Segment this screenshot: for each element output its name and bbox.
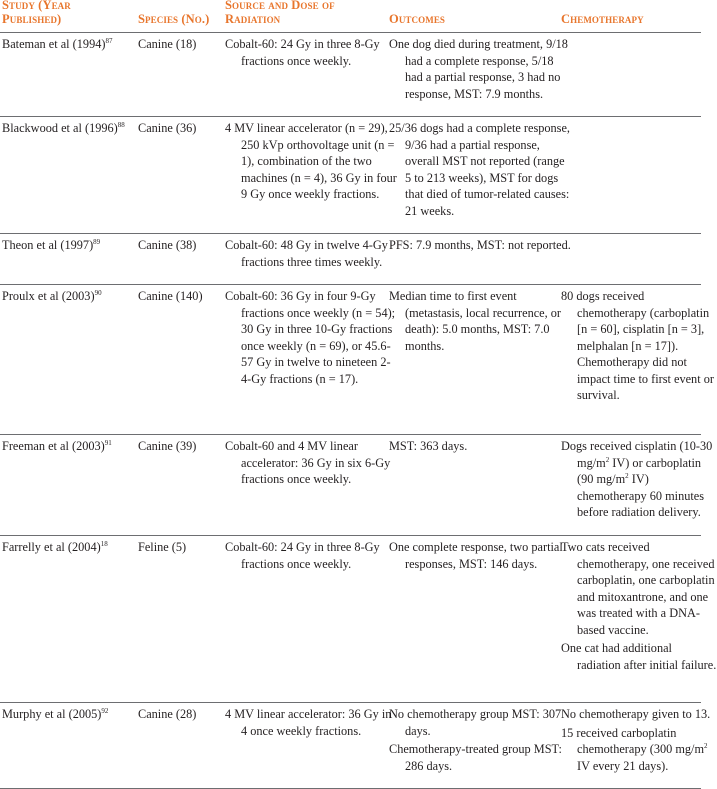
table-header-row [0,0,701,33]
chemotherapy-text [561,725,717,775]
study-name: Freeman et al (2003) [2,439,105,453]
chemotherapy-cell [561,438,717,521]
table-row [0,285,714,435]
species-cell: Canine (39) [138,439,197,453]
chemotherapy-text: 80 dogs received chemotherapy (carboplatin [n = 60], cisplatin [n = 3], melphalan [n = 17]). Chemotherapy did not impact time to first event or survival. [561,289,714,402]
outcomes-cell [389,237,573,254]
chemo-text-part: IV) chemotherapy 60 minutes before radiation delivery. [577,472,705,519]
source-cell: 4 MV linear accelerator: 36 Gy in 4 once weekly fractions. [225,707,392,738]
superscript: 2 [625,472,629,480]
species-cell: Feline (5) [138,540,187,554]
species-cell: Canine (36) [138,121,197,135]
superscript: 2 [704,742,708,750]
species-cell: Canine (28) [138,707,197,721]
study-name: Theon et al (1997) [2,238,94,252]
chemotherapy-text: No chemotherapy given to 13. [561,707,711,721]
chemotherapy-cell [561,288,717,404]
species-cell: Canine (18) [138,37,197,51]
source-cell: Cobalt-60: 36 Gy in four 9-Gy fractions once weekly (n = 54); 30 Gy in three 10-Gy fractions once weekly (n = 69), or 45.6-57 Gy in twelve to nineteen 2-4-Gy fractions (n = 17). [225,289,396,386]
table-row [0,33,701,117]
study-cell [2,36,132,53]
study-cell [2,288,132,305]
study-name: Farrelly et al (2004) [2,540,101,554]
chemo-text-part: IV every 21 days). [577,758,669,773]
outcome-text: PFS: 7.9 months, MST: not reported. [389,238,571,252]
outcome-text: MST: 363 days. [389,439,468,453]
study-cell [2,237,132,254]
table-row [0,703,711,789]
reference-number: 88 [117,121,125,129]
outcome-text: Chemotherapy-treated group MST: 286 days. [389,742,562,773]
source-cell: Cobalt-60: 24 Gy in three 8-Gy fractions once weekly. [225,540,380,571]
species-cell: Canine (140) [138,289,203,303]
species-cell: Canine (38) [138,238,197,252]
outcome-text: 25/36 dogs had a complete response, 9/36 had a partial response, overall MST not reported (range 5 to 213 weeks), MST for dogs that died of tumor-related causes: 21 weeks. [389,121,570,218]
source-cell: 4 MV linear accelerator (n = 29), 250 kVp orthovoltage unit (n = 1), combination of the two machines (n = 4), 36 Gy in four 9 Gy once weekly fractions. [225,121,397,201]
header-chemotherapy: Chemotherapy [561,12,644,26]
source-cell: Cobalt-60 and 4 MV linear accelerator: 36 Gy in six 6-Gy fractions once weekly. [225,439,391,486]
table-row [0,536,717,703]
study-cell [2,706,132,723]
source-cell: Cobalt-60: 48 Gy in twelve 4-Gy fractions three times weekly. [225,238,388,269]
reference-number: 18 [100,540,108,548]
outcome-text: Median time to first event (metastasis, local recurrence, or death): 5.0 months, MST: 7.0 months. [389,289,562,353]
chemotherapy-cell [561,539,717,673]
outcomes-cell [389,706,573,774]
header-source: Source and Dose of Radiation [225,0,335,26]
outcome-text: No chemotherapy group MST: 307 days. [389,707,562,738]
reference-number: 89 [93,238,101,246]
source-cell: Cobalt-60: 24 Gy in three 8-Gy fractions once weekly. [225,37,380,68]
reference-number: 87 [105,37,113,45]
header-study: Study (Year Published) [2,0,71,26]
outcomes-cell [389,539,573,572]
outcomes-cell [389,36,573,102]
outcomes-cell [389,438,573,455]
chemo-text-part: IV) or carboplatin (90 mg/m [577,455,702,486]
chemotherapy-text [561,438,717,521]
outcome-text: One dog died during treatment, 9/18 had a complete response, 5/18 had a partial response, 3 had no response, MST: 7.9 months. [389,37,568,101]
outcomes-cell [389,288,573,354]
chemotherapy-cell [561,706,717,774]
table-row [0,117,701,234]
superscript: 2 [605,455,610,464]
table-row [0,234,701,285]
table-row [0,435,713,536]
chemotherapy-text: Two cats received chemotherapy, one received carboplatin, one carboplatin and mitoxantrone, and one was treated with a DNA-based vaccine. [561,540,715,637]
reference-number: 92 [101,707,109,715]
chemo-text-part: Dogs received cisplatin (10-30 mg/m [561,439,713,470]
study-name: Proulx et al (2003) [2,289,95,303]
outcome-text: One complete response, two partial responses, MST: 146 days. [389,540,563,571]
reference-number: 90 [94,289,102,297]
header-species: Species (No.) [138,12,210,26]
outcomes-cell [389,120,573,219]
reference-number: 91 [104,439,112,447]
chemo-text-part: 15 received carboplatin chemotherapy (300 mg/m [561,725,705,756]
study-name: Bateman et al (1994) [2,37,106,51]
header-outcomes: Outcomes [389,12,446,26]
study-name: Blackwood et al (1996) [2,121,118,135]
study-name: Murphy et al (2005) [2,707,102,721]
study-cell [2,120,132,137]
chemotherapy-text: One cat had additional radiation after initial failure. [561,641,717,672]
study-cell [2,539,132,556]
study-cell [2,438,132,455]
